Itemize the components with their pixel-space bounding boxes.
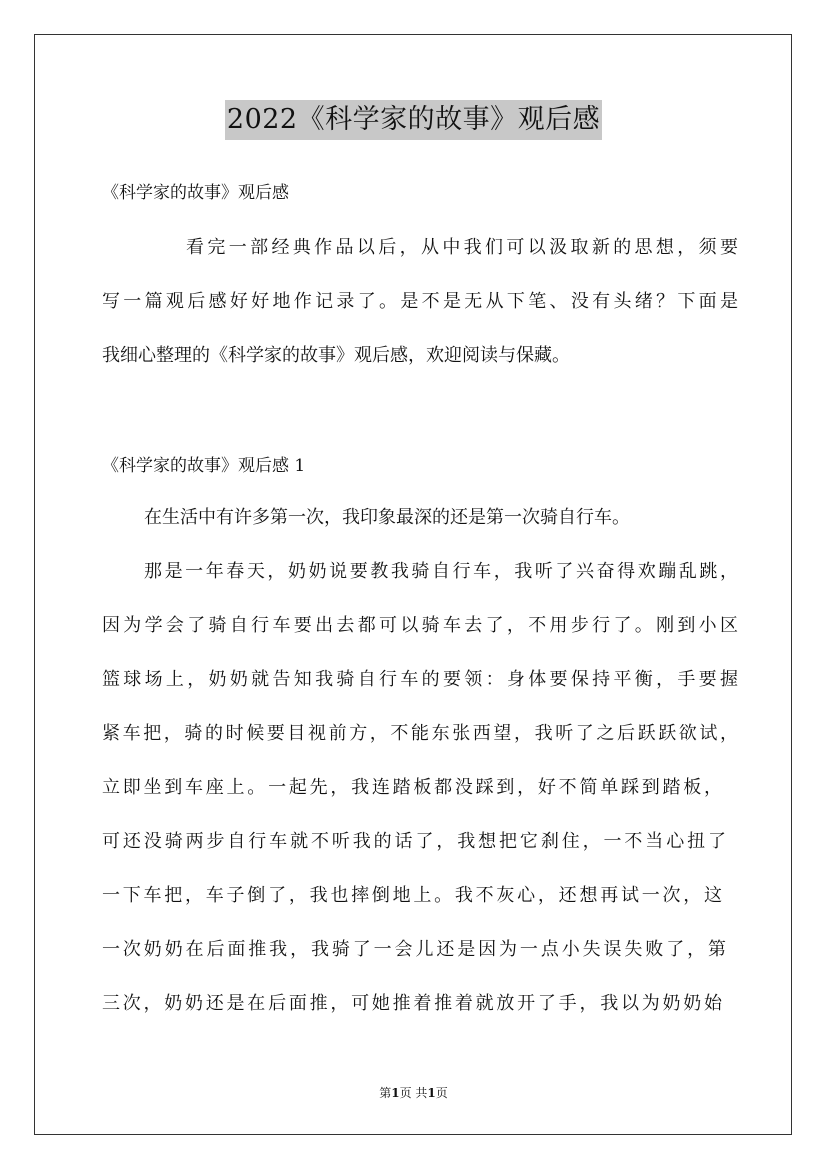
body-line-5: 紧车把，骑的时候要目视前方，不能东张西望，我听了之后跃跃欲试， — [102, 723, 738, 744]
body-line-3: 因为学会了骑自行车要出去都可以骑车去了，不用步行了。刚到小区 — [102, 615, 738, 636]
body-line-4: 篮球场上，奶奶就告知我骑自行车的要领：身体要保持平衡，手要握 — [102, 669, 738, 690]
page-footer — [0, 1085, 827, 1101]
footer-page-number: 1 — [391, 1086, 400, 1100]
intro-line-1: 看完一部经典作品以后，从中我们可以汲取新的思想，须要 — [186, 237, 738, 258]
footer-page-prefix: 第 — [379, 1086, 392, 1100]
title-container — [0, 100, 827, 140]
footer-page-total: 1 — [427, 1086, 436, 1100]
document-title: 2022《科学家的故事》观后感 — [225, 100, 602, 140]
footer-page-suffix: 页 — [435, 1086, 448, 1100]
body-line-6: 立即坐到车座上。一起先，我连踏板都没踩到，好不简单踩到踏板， — [102, 777, 722, 798]
document-subtitle: 《科学家的故事》观后感 — [102, 183, 289, 203]
body-line-1: 在生活中有许多第一次，我印象最深的还是第一次骑自行车。 — [144, 507, 630, 528]
intro-line-2: 写一篇观后感好好地作记录了。是不是无从下笔、没有头绪？下面是 — [102, 291, 738, 312]
intro-line-3: 我细心整理的《科学家的故事》观后感，欢迎阅读与保藏。 — [102, 345, 570, 366]
body-line-2: 那是一年春天，奶奶说要教我骑自行车，我听了兴奋得欢蹦乱跳， — [144, 561, 738, 582]
footer-page-mid: 页 共 — [399, 1086, 428, 1100]
body-line-8: 一下车把，车子倒了，我也摔倒地上。我不灰心，还想再试一次，这 — [102, 885, 722, 906]
body-line-10: 三次，奶奶还是在后面推，可她推着推着就放开了手，我以为奶奶始 — [102, 993, 722, 1014]
body-line-7: 可还没骑两步自行车就不听我的话了，我想把它刹住，一不当心扭了 — [102, 831, 726, 852]
body-line-9: 一次奶奶在后面推我，我骑了一会儿还是因为一点小失误失败了，第 — [102, 939, 726, 960]
section-heading: 《科学家的故事》观后感 1 — [102, 456, 306, 476]
